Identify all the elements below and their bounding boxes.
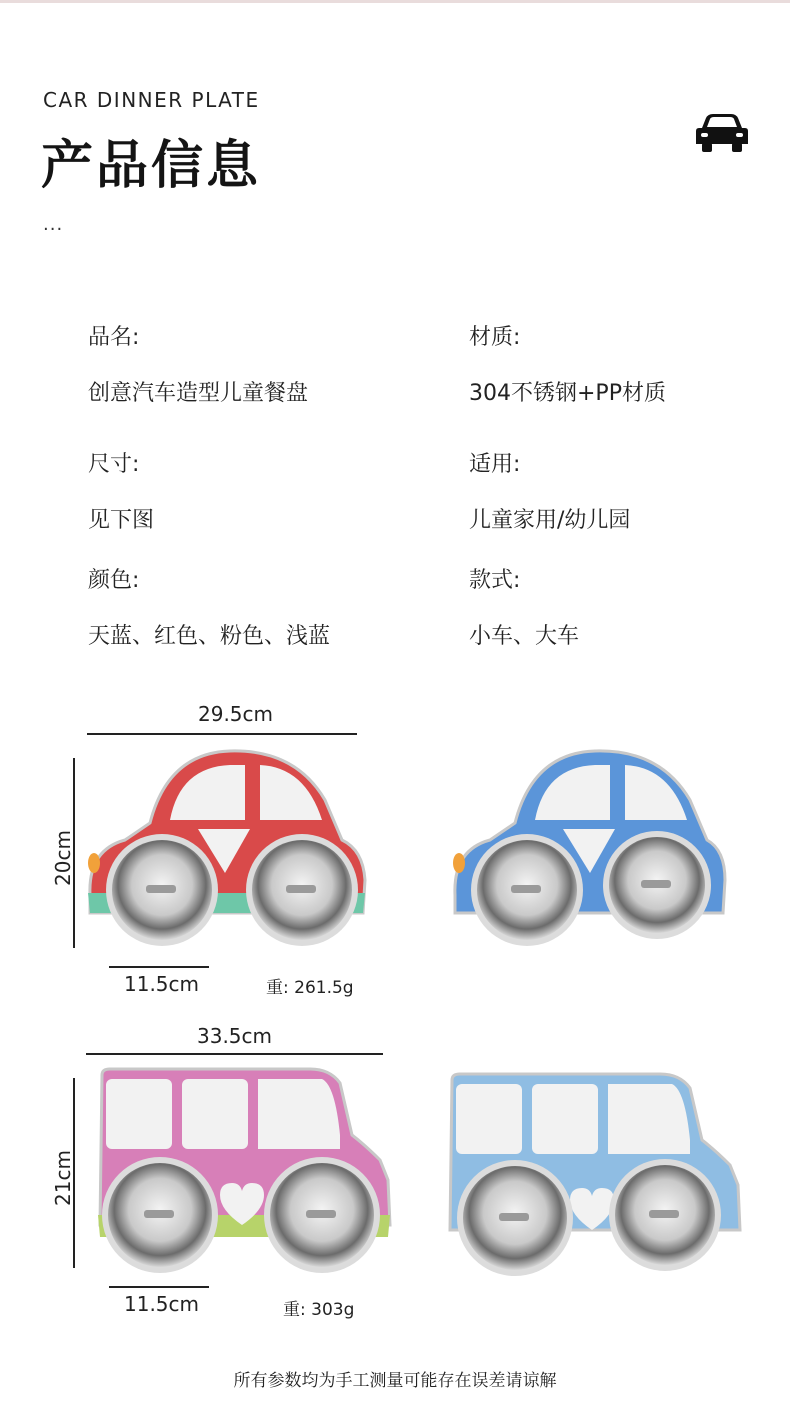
- big-car-bowl-label: 11.5cm: [124, 1292, 200, 1316]
- small-car-weight: 重: 261.5g: [266, 978, 354, 998]
- value-material: 304不锈钢+PP材质: [469, 381, 666, 406]
- pink-big-car-plate: [90, 1065, 395, 1280]
- big-car-height-label: 21cm: [51, 1150, 75, 1206]
- big-car-weight: 重: 303g: [283, 1300, 355, 1320]
- small-car-bowl-label: 11.5cm: [124, 972, 200, 996]
- label-size: 尺寸:: [88, 452, 140, 477]
- value-color: 天蓝、红色、粉色、浅蓝: [88, 624, 331, 649]
- red-small-car-plate: [80, 745, 370, 950]
- big-car-width-line: [86, 1053, 383, 1055]
- value-size: 见下图: [88, 508, 155, 533]
- value-usage: 儿童家用/幼儿园: [469, 508, 631, 533]
- ellipsis-decoration: ...: [43, 214, 64, 235]
- car-icon: [696, 112, 748, 152]
- small-car-bowl-line: [109, 966, 209, 968]
- big-car-width-label: 33.5cm: [197, 1024, 273, 1048]
- english-title: CAR DINNER PLATE: [43, 88, 260, 112]
- small-car-width-line: [87, 733, 357, 735]
- label-style: 款式:: [469, 568, 521, 593]
- top-divider: [0, 0, 790, 3]
- label-usage: 适用:: [469, 452, 521, 477]
- label-product-name: 品名:: [88, 325, 140, 350]
- label-material: 材质:: [469, 325, 521, 350]
- small-car-width-label: 29.5cm: [198, 702, 274, 726]
- light-blue-big-car-plate: [440, 1070, 745, 1285]
- value-style: 小车、大车: [469, 624, 580, 649]
- big-car-bowl-line: [109, 1286, 209, 1288]
- value-product-name: 创意汽车造型儿童餐盘: [88, 381, 309, 406]
- measurement-disclaimer: 所有参数均为手工测量可能存在误差请谅解: [233, 1371, 557, 1391]
- small-car-height-label: 20cm: [51, 830, 75, 886]
- label-color: 颜色:: [88, 568, 140, 593]
- page-title: 产品信息: [41, 136, 262, 196]
- sky-blue-small-car-plate: [445, 745, 730, 950]
